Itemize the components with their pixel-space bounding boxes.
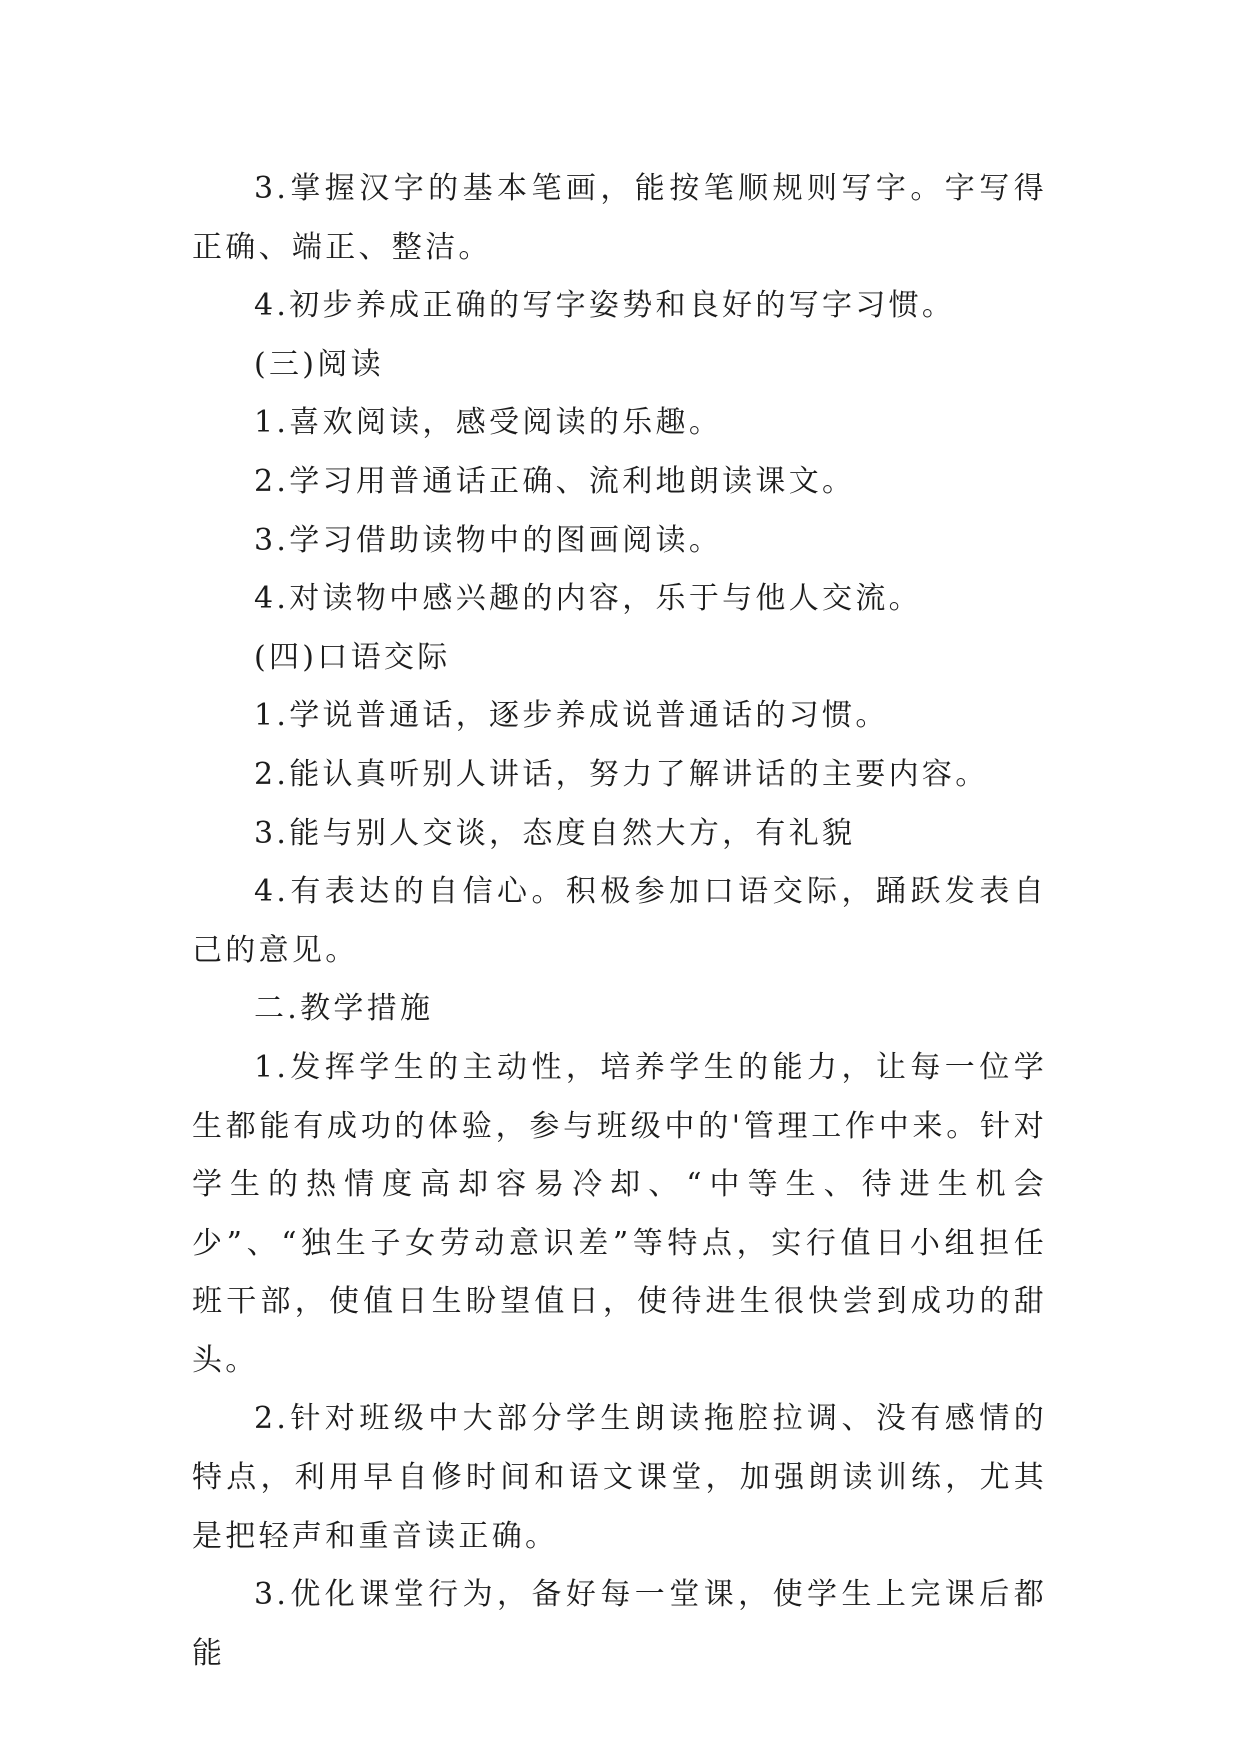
paragraph-measure-3: 3.优化课堂行为，备好每一堂课，使学生上完课后都能	[192, 1577, 1047, 1671]
paragraph-reading-4: 4.对读物中感兴趣的内容，乐于与他人交流。	[254, 581, 922, 617]
paragraph-oral-1: 1.学说普通话，逐步养成说普通话的习惯。	[254, 698, 889, 734]
paragraph-writing-4: 4.初步养成正确的写字姿势和良好的写字习惯。	[254, 288, 956, 324]
document-body	[192, 160, 1047, 1683]
paragraph-oral-4: 4.有表达的自信心。积极参加口语交际，踊跃发表自己的意见。	[192, 874, 1047, 968]
section-heading-reading: (三)阅读	[254, 346, 384, 382]
paragraph-reading-1: 1.喜欢阅读，感受阅读的乐趣。	[254, 405, 723, 441]
paragraph-writing-3: 3.掌握汉字的基本笔画，能按笔顺规则写字。字写得正确、端正、整洁。	[192, 171, 1047, 265]
paragraph-oral-2: 2.能认真听别人讲话，努力了解讲话的主要内容。	[254, 756, 989, 792]
paragraph-measure-1: 1.发挥学生的主动性，培养学生的能力，让每一位学生都能有成功的体验，参与班级中的'管理工作中来。针对学生的热情度高却容易冷却、“中等生、待进生机会少”、“独生子女劳动意识差”等特点，实行值日小组担任班干部，使值日生盼望值日，使待进生很快尝到成功的甜头。	[192, 1049, 1047, 1378]
section-heading-teaching-measures: 二.教学措施	[254, 991, 434, 1027]
paragraph-measure-2: 2.针对班级中大部分学生朗读拖腔拉调、没有感情的特点，利用早自修时间和语文课堂，加强朗读训练，尤其是把轻声和重音读正确。	[192, 1401, 1047, 1554]
paragraph-oral-3: 3.能与别人交谈，态度自然大方，有礼貌	[254, 815, 856, 851]
paragraph-reading-2: 2.学习用普通话正确、流利地朗读课文。	[254, 463, 856, 499]
section-heading-oral-communication: (四)口语交际	[254, 639, 451, 675]
paragraph-reading-3: 3.学习借助读物中的图画阅读。	[254, 522, 723, 558]
